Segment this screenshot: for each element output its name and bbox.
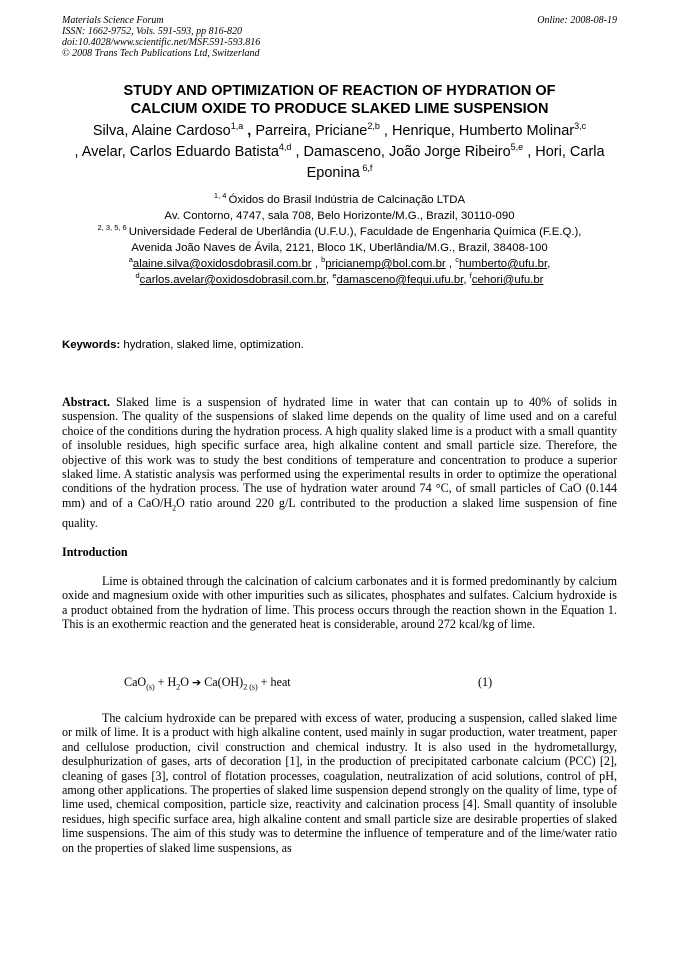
abstract-text-cont: O ratio around 220 g/L contributed to the production a slaked lime suspension of fine quality. xyxy=(62,495,617,530)
author-name: Hori, Carla Eponina xyxy=(306,144,605,181)
equation-subscript: (s) xyxy=(146,682,155,692)
title-line-1: STUDY AND OPTIMIZATION OF REACTION OF HYDRATION OF xyxy=(123,83,556,99)
equation-subscript: 2 (s) xyxy=(243,682,258,692)
journal-header xyxy=(62,15,617,59)
reaction-arrow-icon: ➔ xyxy=(192,676,202,689)
author-affiliation-mark: 6,f xyxy=(359,163,373,174)
equation-term: O xyxy=(180,675,192,689)
author-affiliation-mark: 4,d xyxy=(278,142,292,153)
doi-line: doi:10.4028/www.scientific.net/MSF.591-593.816 xyxy=(62,37,261,48)
email-separator: , xyxy=(325,274,333,286)
email-mark: f xyxy=(469,271,472,281)
author-name: Silva, Alaine Cardoso xyxy=(92,123,231,139)
keywords-label: Keywords: xyxy=(62,339,121,351)
author-name: Avelar, Carlos Eduardo Batista xyxy=(81,144,279,160)
author-affiliation-mark: 5,e xyxy=(510,142,524,153)
author-affiliation-mark: 3,c xyxy=(574,121,587,132)
author-name: Damasceno, João Jorge Ribeiro xyxy=(303,144,511,160)
author-affiliation-mark: 2,b xyxy=(367,121,380,132)
abstract-subscript: 2 xyxy=(172,503,177,513)
section-heading-introduction: Introduction xyxy=(62,545,128,559)
email-mark: e xyxy=(332,271,337,281)
online-date: Online: 2008-08-19 xyxy=(537,15,617,26)
author-name: Parreira, Priciane xyxy=(255,123,368,139)
abstract-text: Slaked lime is a suspension of hydrated lime in water that can contain up to 40% of solids in suspension. The quality of the suspensions of slaked lime depends on the quality of lime used and on a careful choice of the conditions during the hydration process. A high quality slaked lime is a product with a small quantity of insoluble residues, high specific surface area, high alkaline content and small particle size. Therefore, the objective of this work was to study the best conditions of temperature and concentration to produce a superior slaked lime. A statistic analysis was performed using the experimental results in order to optimize the operational conditions of the hydration process. The use of hydration water around 74 °C, of small particles of CaO (0.144 mm) and of a CaO/H xyxy=(62,395,617,510)
affiliations xyxy=(62,192,617,288)
affiliation-name: Óxidos do Brasil Indústria de Calcinação LTDA xyxy=(228,194,466,206)
author-separator: , xyxy=(291,144,304,160)
email-line-2 xyxy=(62,272,617,288)
email-link[interactable]: pricianemp@bol.com.br xyxy=(325,258,446,270)
email-link[interactable]: carlos.avelar@oxidosdobrasil.com.br xyxy=(139,274,326,286)
equation-1 xyxy=(124,675,584,691)
equation-term: + H xyxy=(154,675,177,689)
equation-term: + heat xyxy=(257,675,291,689)
copyright-line: © 2008 Trans Tech Publications Ltd, Switzerland xyxy=(62,48,260,59)
equation-number: (1) xyxy=(478,675,493,689)
author-separator: , xyxy=(379,123,392,139)
paragraph: Lime is obtained through the calcination of calcium carbonates and it is formed predominantly by calcium oxide and magnesium oxide with other impurities such as silicates, phosphates and sulfates. Calcium hydroxide is a product obtained from the hydration of lime. This process occurs through the reaction shown in the Equation 1. This is an exothermic reaction and the generated heat is considerable, around 272 kcal/kg of lime. xyxy=(62,574,617,632)
email-separator: , xyxy=(547,258,551,270)
affiliation-1-address: Av. Contorno, 4747, sala 708, Belo Horizonte/M.G., Brazil, 30110-090 xyxy=(164,210,515,222)
author-separator: , xyxy=(523,144,536,160)
affiliation-mark: 2, 3, 5, 6 xyxy=(97,223,129,233)
paper-title xyxy=(62,82,617,118)
author-separator: , xyxy=(74,144,82,160)
author-separator: , xyxy=(243,123,256,139)
author-affiliation-mark: 1,a xyxy=(230,121,244,132)
abstract-label: Abstract. xyxy=(62,395,111,409)
abstract xyxy=(62,395,617,530)
author-list xyxy=(62,121,617,184)
equation-subscript: 2 xyxy=(176,682,181,692)
email-separator: , xyxy=(463,274,470,286)
title-line-2: CALCIUM OXIDE TO PRODUCE SLAKED LIME SUSPENSION xyxy=(130,101,549,117)
equation-term: Ca(OH) xyxy=(201,675,244,689)
equation-term: CaO xyxy=(124,675,147,689)
affiliation-name: Universidade Federal de Uberlândia (U.F.U.), Faculdade de Engenharia Química (F.E.Q.), xyxy=(128,226,582,238)
journal-name: Materials Science Forum xyxy=(62,15,164,26)
email-mark: d xyxy=(135,271,140,281)
issn-line: ISSN: 1662-9752, Vols. 591-593, pp 816-820 xyxy=(62,26,242,37)
email-link[interactable]: damasceno@fequi.ufu.br xyxy=(336,274,464,286)
email-link[interactable]: cehori@ufu.br xyxy=(471,274,544,286)
email-mark: b xyxy=(321,255,326,265)
email-link[interactable]: alaine.silva@oxidosdobrasil.com.br xyxy=(132,258,312,270)
keywords xyxy=(62,338,617,352)
affiliation-2 xyxy=(62,224,617,240)
affiliation-mark: 1, 4 xyxy=(213,191,229,201)
affiliation-2-address: Avenida João Naves de Ávila, 2121, Bloco 1K, Uberlândia/M.G., Brazil, 38408-100 xyxy=(131,242,548,254)
email-mark: c xyxy=(455,255,459,265)
email-line-1 xyxy=(62,256,617,272)
email-separator: , xyxy=(445,258,456,270)
email-mark: a xyxy=(128,255,133,265)
email-separator: , xyxy=(311,258,322,270)
keywords-text: hydration, slaked lime, optimization. xyxy=(120,339,304,351)
author-name: Henrique, Humberto Molinar xyxy=(391,123,575,139)
email-link[interactable]: humberto@ufu.br xyxy=(458,258,548,270)
affiliation-1 xyxy=(62,192,617,208)
paragraph: The calcium hydroxide can be prepared with excess of water, producing a suspension, called slaked lime or milk of lime. It is a product with high alkaline content, used mainly in sugar production, water treatment, paper and cellulose production, civil construction and chemical industry. It is also used in the hydrometallurgy, desulphurization of gases, arts of decoration [1], in the production of precipitated carbonate calcium (PCC) [2], cleaning of gases [3], control of flotation processes, coagulation, neutralization of acid solutions, control of pH, among other applications. The properties of slaked lime suspension depend strongly on the quality of lime, type of lime used, chemical composition, particle size, reactivity and calcination process [4]. Small quantity of insoluble residues, high specific surface area, high alkaline content and small particle size are desirable properties of slaked lime suspensions. The aim of this study was to determine the influence of temperature and of the lime/water ratio on the properties of slaked lime suspensions, as xyxy=(62,711,617,855)
